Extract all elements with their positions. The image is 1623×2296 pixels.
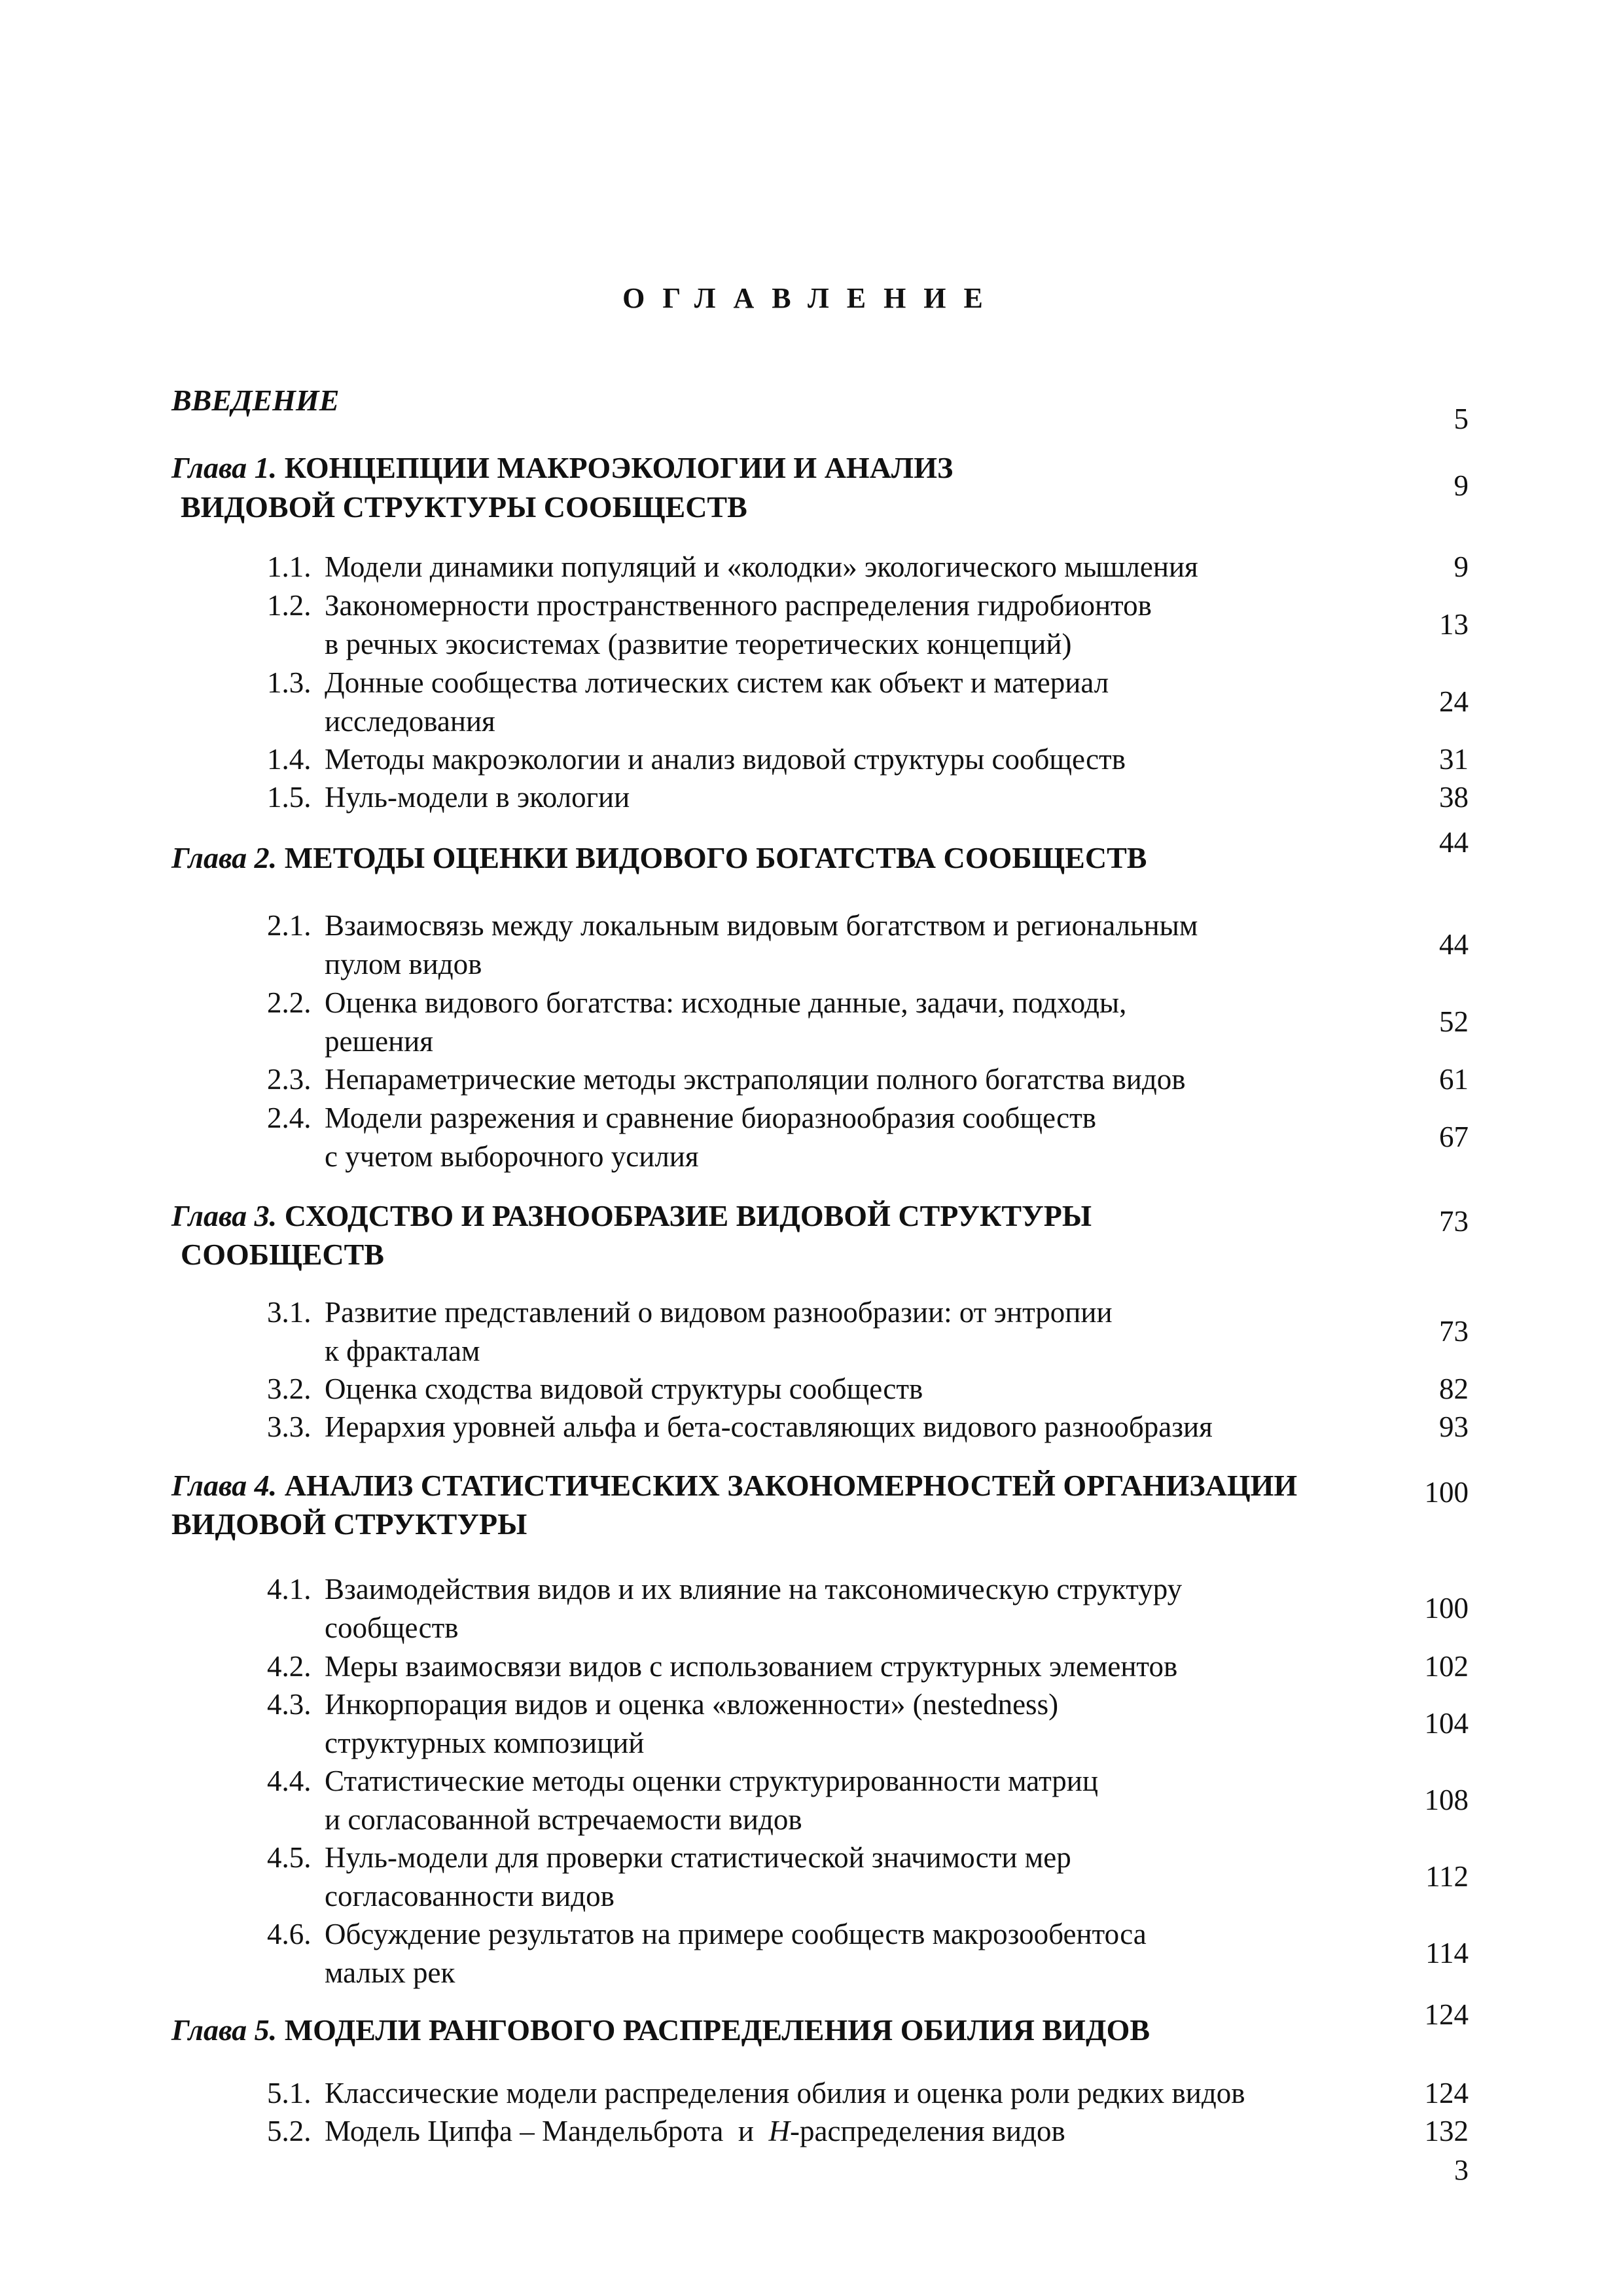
section-page: 82	[1439, 1372, 1469, 1405]
section-title-part: Модель Ципфа – Мандельброта и	[325, 2115, 769, 2147]
chapter-title: АНАЛИЗ СТАТИСТИЧЕСКИХ ЗАКОНОМЕРНОСТЕЙ ОРГАНИЗАЦИИ	[284, 1469, 1298, 1502]
section-title-line2: малых рек	[325, 1956, 455, 1989]
chapter-title: СХОДСТВО И РАЗНООБРАЗИЕ ВИДОВОЙ СТРУКТУРЫ	[284, 1199, 1092, 1232]
section-number: 1.4.	[267, 743, 312, 776]
section-number: 4.6.	[267, 1918, 312, 1950]
chapter-title: МЕТОДЫ ОЦЕНКИ ВИДОВОГО БОГАТСТВА СООБЩЕСТВ	[284, 841, 1147, 874]
chapter-title-line2: СООБЩЕСТВ	[181, 1238, 384, 1271]
section-number: 1.3.	[267, 666, 312, 699]
chapter-label: Глава 1.	[171, 451, 277, 484]
section-number: 3.3.	[267, 1410, 312, 1443]
section-number: 5.2.	[267, 2115, 312, 2147]
section-title-line2: с учетом выборочного усилия	[325, 1140, 699, 1173]
chapter-label: Глава 5.	[171, 2013, 277, 2047]
chapter-3-heading	[171, 1196, 1092, 1236]
section-title: Оценка видового богатства: исходные данные, задачи, подходы,	[325, 986, 1127, 1019]
section-title-line2: пулом видов	[325, 948, 482, 980]
section-title: Развитие представлений о видовом разнообразии: от энтропии	[325, 1296, 1113, 1329]
intro-page: 5	[1454, 403, 1469, 435]
section-title: Классические модели распределения обилия и оценка роли редких видов	[325, 2077, 1245, 2109]
chapter-5-page: 124	[1424, 1998, 1469, 2031]
chapter-title-line2: ВИДОВОЙ СТРУКТУРЫ СООБЩЕСТВ	[181, 490, 747, 524]
section-title-italic: H	[768, 2115, 790, 2147]
section-title: Модели динамики популяций и «колодки» экологического мышления	[325, 550, 1198, 583]
section-number: 4.3.	[267, 1688, 312, 1721]
section-page: 61	[1439, 1063, 1469, 1096]
section-title: Инкорпорация видов и оценка «вложенности» (nestedness)	[325, 1688, 1059, 1721]
section-title-line2: и согласованной встречаемости видов	[325, 1803, 802, 1836]
chapter-label: Глава 2.	[171, 841, 277, 874]
section-page: 13	[1439, 608, 1469, 641]
section-number: 1.2.	[267, 589, 312, 622]
section-title: Донные сообщества лотических систем как объект и материал	[325, 666, 1109, 699]
section-title: Иерархия уровней альфа и бета-составляющих видового разнообразия	[325, 1410, 1213, 1443]
intro-label: ВВЕДЕНИЕ	[171, 384, 340, 417]
section-page: 100	[1424, 1592, 1469, 1624]
section-page: 112	[1425, 1860, 1469, 1893]
section-page: 114	[1425, 1937, 1469, 1969]
section-title-line2: исследования	[325, 705, 495, 738]
chapter-4-heading	[171, 1466, 1297, 1505]
chapter-4-page: 100	[1424, 1476, 1469, 1509]
section-page: 108	[1424, 1784, 1469, 1816]
section-title: Модели разрежения и сравнение биоразнообразия сообществ	[325, 1102, 1097, 1134]
section-page: 73	[1439, 1315, 1469, 1348]
section-title: Нуль-модели в экологии	[325, 781, 630, 814]
chapter-title: КОНЦЕПЦИИ МАКРОЭКОЛОГИИ И АНАЛИЗ	[284, 451, 954, 484]
section-page: 24	[1439, 685, 1469, 718]
section-title-part: -распределения видов	[789, 2115, 1065, 2147]
section-title-line2: согласованности видов	[325, 1880, 615, 1912]
section-title: Меры взаимосвязи видов с использованием структурных элементов	[325, 1650, 1178, 1683]
section-number: 5.1.	[267, 2077, 312, 2109]
section-number: 3.1.	[267, 1296, 312, 1329]
chapter-label: Глава 4.	[171, 1469, 277, 1502]
section-page: 132	[1424, 2115, 1469, 2147]
chapter-3-page: 73	[1439, 1205, 1469, 1238]
page-number: 3	[1454, 2154, 1469, 2186]
section-number: 1.5.	[267, 781, 312, 814]
section-title-line2: в речных экосистемах (развитие теоретических концепций)	[325, 628, 1072, 660]
section-title: Нуль-модели для проверки статистической значимости мер	[325, 1841, 1071, 1874]
section-title-line2: структурных композиций	[325, 1727, 645, 1759]
section-page: 44	[1439, 928, 1469, 961]
section-number: 2.4.	[267, 1102, 312, 1134]
section-number: 2.2.	[267, 986, 312, 1019]
section-number: 4.5.	[267, 1841, 312, 1874]
chapter-2-heading	[171, 838, 1147, 878]
section-title-line2: к фракталам	[325, 1335, 480, 1367]
section-page: 38	[1439, 781, 1469, 814]
section-number: 4.1.	[267, 1573, 312, 1605]
section-page: 124	[1424, 2077, 1469, 2109]
section-title: Закономерности пространственного распределения гидробионтов	[325, 589, 1152, 622]
section-page: 9	[1454, 550, 1469, 583]
chapter-1-heading	[171, 448, 953, 488]
section-number: 4.4.	[267, 1765, 312, 1797]
section-title: Непараметрические методы экстраполяции полного богатства видов	[325, 1063, 1186, 1096]
chapter-5-heading	[171, 2011, 1150, 2050]
section-number: 4.2.	[267, 1650, 312, 1683]
section-number: 2.1.	[267, 909, 312, 942]
section-title-line2: решения	[325, 1025, 433, 1058]
section-page: 102	[1424, 1650, 1469, 1683]
page-title: ОГЛАВЛЕНИЕ	[622, 282, 1001, 314]
section-page: 31	[1439, 743, 1469, 776]
section-page: 52	[1439, 1005, 1469, 1038]
section-title	[325, 2111, 1065, 2151]
section-title: Взаимосвязь между локальным видовым богатством и региональным	[325, 909, 1198, 942]
section-title: Обсуждение результатов на примере сообществ макрозообентоса	[325, 1918, 1147, 1950]
section-page: 93	[1439, 1410, 1469, 1443]
section-page: 67	[1439, 1121, 1469, 1153]
section-title: Статистические методы оценки структурированности матриц	[325, 1765, 1098, 1797]
section-title-line2: сообществ	[325, 1611, 459, 1644]
chapter-1-page: 9	[1454, 469, 1469, 502]
chapter-2-page: 44	[1439, 826, 1469, 859]
section-title: Оценка сходства видовой структуры сообществ	[325, 1372, 923, 1405]
section-title: Взаимодействия видов и их влияние на таксономическую структуру	[325, 1573, 1183, 1605]
section-title: Методы макроэкологии и анализ видовой структуры сообществ	[325, 743, 1126, 776]
section-page: 104	[1424, 1707, 1469, 1740]
section-number: 3.2.	[267, 1372, 312, 1405]
section-number: 1.1.	[267, 550, 312, 583]
section-number: 2.3.	[267, 1063, 312, 1096]
chapter-title-line2: ВИДОВОЙ СТРУКТУРЫ	[171, 1507, 527, 1541]
chapter-label: Глава 3.	[171, 1199, 277, 1232]
chapter-title: МОДЕЛИ РАНГОВОГО РАСПРЕДЕЛЕНИЯ ОБИЛИЯ ВИДОВ	[284, 2013, 1150, 2047]
